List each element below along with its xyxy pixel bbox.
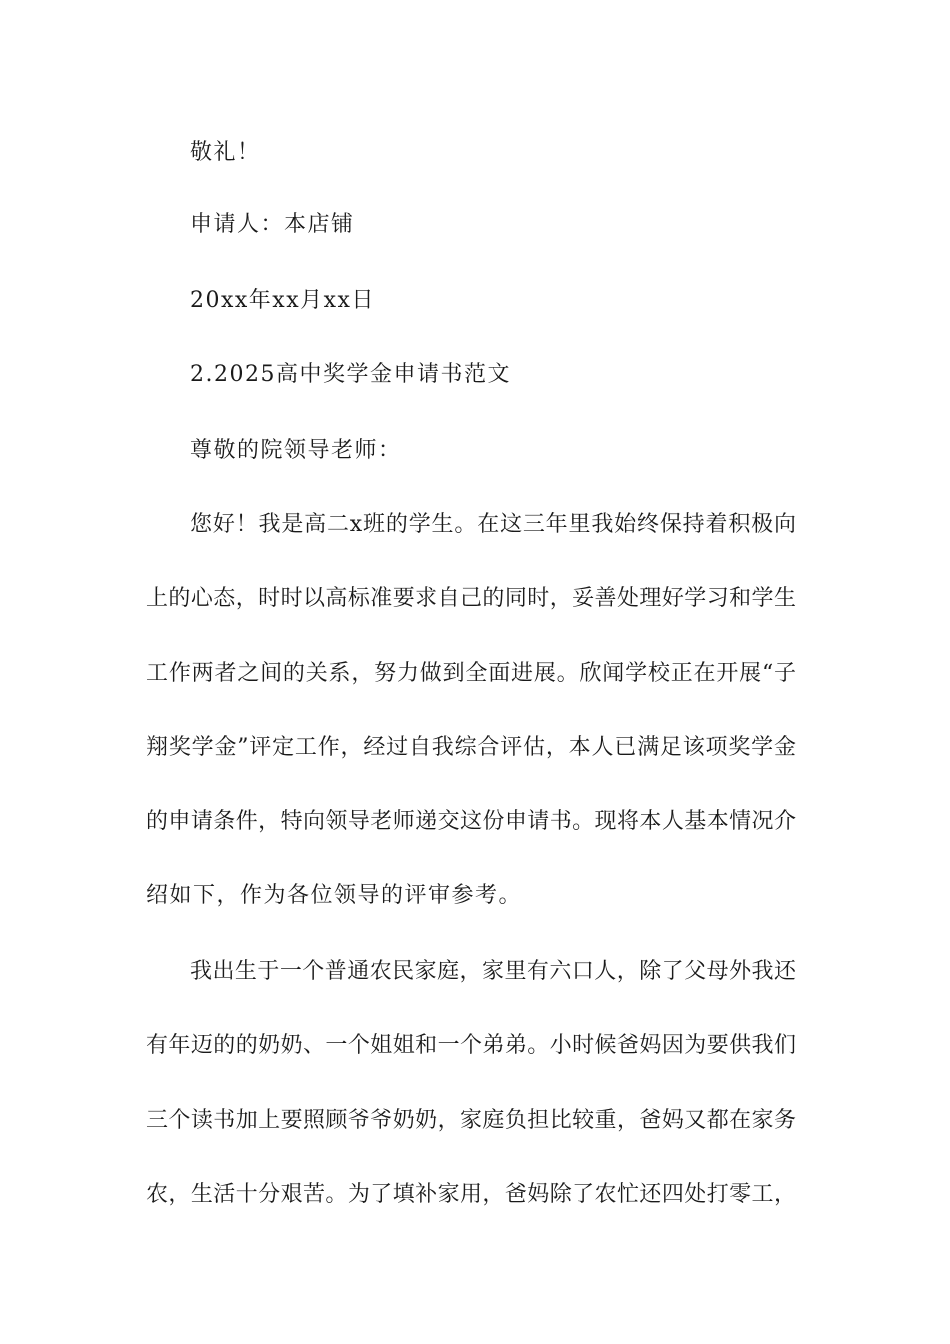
closing-line: 敬礼！ [190, 140, 261, 165]
paragraph-2-line-4: 农，生活十分艰苦。为了填补家用，爸妈除了农忙还四处打零工， [146, 1182, 796, 1207]
paragraph-1-line-5: 的申请条件，特向领导老师递交这份申请书。现将本人基本情况介 [146, 809, 796, 834]
applicant-line: 申请人：本店铺 [190, 212, 355, 237]
paragraph-2-line-2: 有年迈的的奶奶、一个姐姐和一个弟弟。小时候爸妈因为要供我们 [146, 1033, 796, 1058]
salutation-line: 尊敬的院领导老师： [190, 438, 402, 463]
paragraph-1-line-3: 工作两者之间的关系，努力做到全面进展。欣闻学校正在开展“子 [146, 661, 796, 686]
section-title: 2.2025高中奖学金申请书范文 [190, 362, 511, 387]
paragraph-1-line-1: 您好！我是高二x班的学生。在这三年里我始终保持着积极向 [190, 512, 796, 537]
paragraph-1-line-4: 翔奖学金”评定工作，经过自我综合评估，本人已满足该项奖学金 [146, 735, 796, 760]
paragraph-2-line-1: 我出生于一个普通农民家庭，家里有六口人，除了父母外我还 [190, 959, 796, 984]
paragraph-1-line-2: 上的心态，时时以高标准要求自己的同时，妥善处理好学习和学生 [146, 586, 796, 611]
date-line: 20xx年xx月xx日 [190, 288, 375, 313]
paragraph-1-line-6: 绍如下，作为各位领导的评审参考。 [146, 883, 523, 908]
paragraph-2-line-3: 三个读书加上要照顾爷爷奶奶，家庭负担比较重，爸妈又都在家务 [146, 1108, 796, 1133]
